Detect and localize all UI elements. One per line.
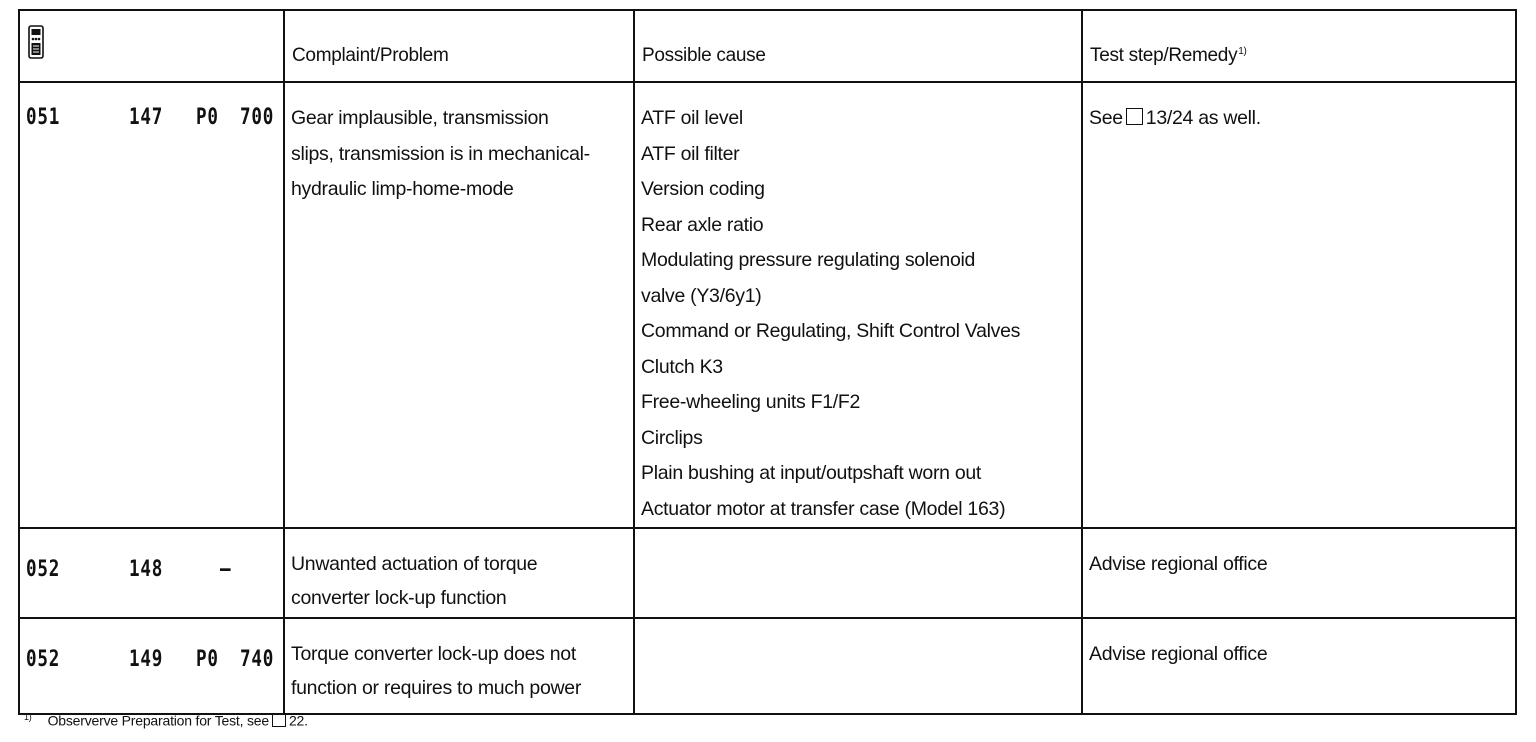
cause-cell — [634, 528, 1082, 618]
table-row — [19, 528, 1516, 618]
code-a: 052 — [26, 557, 61, 582]
reference-box-icon — [272, 713, 286, 727]
reference-box-icon — [1126, 108, 1143, 125]
cause-cell — [634, 618, 1082, 714]
cause-item: Actuator motor at transfer case (Model 163) — [641, 497, 1006, 520]
code-c: P0 — [196, 647, 219, 672]
header-remedy — [1082, 10, 1516, 82]
remedy-text: Advise regional office — [1089, 643, 1268, 665]
tester-icon — [28, 25, 44, 59]
cause-item: Command or Regulating, Shift Control Valves — [641, 320, 1021, 342]
remedy-text: Advise regional office — [1089, 553, 1268, 575]
footnote-text-pre: Observerve Preparation for Test, see — [47, 712, 269, 729]
footnote-text-post: 22. — [288, 712, 308, 729]
header-icon-cell — [19, 10, 284, 82]
footnote-mark: 1) — [24, 712, 32, 722]
complaint-line: converter lock-up function — [291, 587, 507, 609]
cause-item: Version coding — [641, 178, 765, 200]
remedy-text-post: 13/24 as well. — [1145, 107, 1261, 129]
complaint-cell — [284, 528, 634, 618]
complaint-cell — [284, 618, 634, 714]
cause-item: valve (Y3/6y1) — [641, 284, 762, 307]
code-a: 051 — [26, 105, 61, 130]
code-c: P0 — [196, 105, 219, 130]
cause-item: ATF oil level — [641, 107, 743, 129]
complaint-line: slips, transmission is in mechanical- — [291, 142, 590, 165]
code-d: 700 — [240, 105, 275, 130]
complaint-line: Unwanted actuation of torque — [291, 553, 538, 575]
code-d: 740 — [240, 647, 275, 672]
header-complaint-label: Complaint/Problem — [292, 45, 449, 66]
header-cause-label: Possible cause — [642, 45, 766, 66]
cause-item: Plain bushing at input/outpshaft worn out — [641, 462, 982, 484]
remedy-cell — [1082, 618, 1516, 714]
complaint-line: function or requires to much power — [291, 677, 582, 699]
header-complaint — [284, 10, 634, 82]
table-row — [19, 618, 1516, 714]
cause-item: Modulating pressure regulating solenoid — [641, 249, 976, 271]
fault-code-cell — [19, 82, 284, 528]
cause-item: Clutch K3 — [641, 355, 723, 378]
complaint-line: Gear implausible, transmission — [291, 107, 549, 129]
code-b: 147 — [129, 105, 164, 130]
fault-code-cell — [19, 528, 284, 618]
cause-item: Free-wheeling units F1/F2 — [641, 391, 861, 413]
remedy-cell — [1082, 82, 1516, 528]
table-row — [19, 82, 1516, 528]
fault-code-cell — [19, 618, 284, 714]
complaint-line: hydraulic limp-home-mode — [291, 178, 514, 200]
code-b: 149 — [129, 647, 164, 672]
complaint-line: Torque converter lock-up does not — [291, 643, 576, 665]
code-c: — — [220, 557, 232, 582]
header-remedy-label: Test step/Remedy$^{1)}$ — [1090, 45, 1247, 66]
cause-item: Circlips — [641, 426, 703, 449]
remedy-cell — [1082, 528, 1516, 618]
remedy-text-pre: See — [1089, 107, 1123, 129]
footnote-mark: 1) — [1238, 45, 1247, 57]
code-b: 148 — [129, 557, 164, 582]
diagnosis-table — [18, 9, 1517, 715]
cause-cell — [634, 82, 1082, 528]
footnote — [24, 712, 308, 729]
header-row — [19, 10, 1516, 82]
header-cause — [634, 10, 1082, 82]
cause-item: ATF oil filter — [641, 142, 740, 165]
cause-item: Rear axle ratio — [641, 213, 764, 236]
code-a: 052 — [26, 647, 61, 672]
complaint-cell — [284, 82, 634, 528]
